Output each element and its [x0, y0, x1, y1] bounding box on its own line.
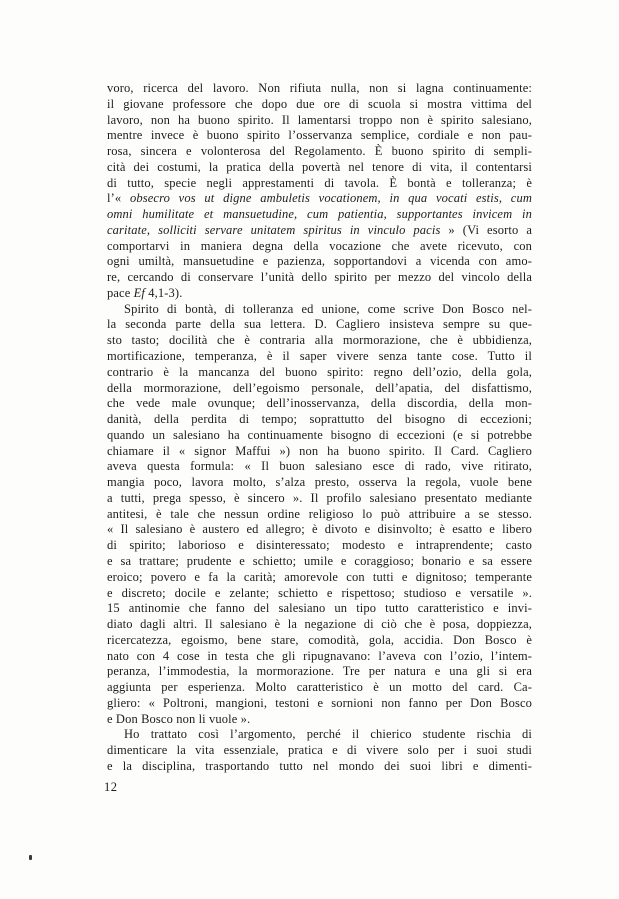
text-line: [107, 270, 532, 286]
body-text: sto tasto; docilità che è contraria alla mormorazione, che è ubbidienza,: [107, 333, 532, 348]
body-text: e Don Bosco non li vuole ».: [107, 711, 251, 726]
italic-quote-text: obsecro vos ut digne ambuletis vocationem, in qua vocati estis, cum: [129, 191, 532, 206]
body-text: voro, ricerca del lavoro. Non rifiuta nulla, non si lagna continuamente:: [107, 81, 532, 95]
body-text: nato con 4 cose in testa che gli ripugnavano: l’aveva con l’ozio, l’intem-: [107, 648, 532, 663]
italic-quote-text: Ef: [133, 285, 146, 300]
body-text: eroico; povero e fa la carità; amorevole con tutti e dignitoso; temperante: [107, 569, 532, 584]
text-line: [107, 444, 532, 460]
body-text: dimenticare la vita essenziale, pratica e di vivere solo per i suoi studi: [107, 743, 532, 758]
text-line: [107, 160, 532, 176]
text-line: [107, 333, 532, 349]
body-text: e la disciplina, trasportando tutto nel mondo dei suoi libri e dimenti-: [107, 758, 532, 773]
body-text: comportarvi in maniera degna della vocazione che avete ricevuto, con: [107, 238, 532, 253]
text-line: [107, 459, 532, 475]
text-line: [107, 128, 532, 144]
text-line: [107, 97, 532, 113]
text-line: [107, 617, 532, 633]
body-text: 4,1-3).: [145, 285, 183, 300]
text-line: [107, 491, 532, 507]
body-text: re, cercando di conservare l’unità dello spirito per mezzo del vincolo della: [107, 270, 532, 285]
text-line: [107, 538, 532, 554]
text-line: [107, 254, 532, 270]
body-text: l’«: [107, 191, 130, 206]
text-line: [107, 664, 532, 680]
text-line: [107, 412, 532, 428]
body-text: e discreto; docile e zelante; schietto e rispettoso; studioso e versatile ».: [107, 585, 532, 600]
body-text: quando un salesiano ha continuamente bisogno di eccezioni (e si potrebbe: [107, 427, 532, 442]
body-text: antitesi, è tale che nessun ordine religioso lo può attribuire a se stesso.: [107, 506, 532, 521]
text-line: [107, 570, 532, 586]
body-text: ogni umiltà, mansuetudine e pazienza, sopportandovi a vicenda con amo-: [107, 254, 532, 269]
body-text: a tutti, prega spesso, è sincero ». Il profilo salesiano presentato mediante: [107, 490, 532, 505]
text-line: [107, 727, 532, 743]
text-line: [107, 302, 532, 318]
text-line: [107, 207, 532, 223]
text-line: [107, 522, 532, 538]
body-text: di tutto, specie negli apprestamenti di tavola. È bontà e tolleranza; è: [107, 175, 532, 190]
body-text: contrario è la mancanza del buono spirito: regno dell’ozio, della gola,: [107, 364, 532, 379]
text-line: [107, 349, 532, 365]
text-line: [107, 365, 532, 381]
body-text: pace: [107, 285, 134, 300]
italic-quote-text: omni humilitate et mansuetudine, cum patientia, supportantes invicem in: [107, 207, 532, 222]
body-text: lavoro, non ha buono spirito. Il lamentarsi troppo non è spirito salesiano,: [107, 112, 532, 127]
body-text: peranza, l’immodestia, la mormorazione. Tre per natura e una gli si era: [107, 664, 532, 679]
body-text: gliero: « Poltroni, mangioni, testoni e sornioni non fanno per Don Bosco: [107, 695, 532, 710]
text-line: [107, 743, 532, 759]
body-text: aveva questa formula: « Il buon salesiano esce di rado, vive ritirato,: [107, 459, 532, 474]
body-text: mortificazione, temperanza, è il saper vivere senza tante cose. Tutto il: [107, 349, 532, 364]
body-text: rosa, sincera e volonterosa del Regolamento. È buono spirito di sempli-: [107, 144, 532, 159]
text-line: [107, 428, 532, 444]
body-text: 15 antinomie che fanno del salesiano un tipo tutto caratteristico e invi-: [107, 601, 532, 616]
body-text: e sa trattare; prudente e schietto; umile e coraggioso; bonario e sa essere: [107, 553, 532, 568]
body-text: chiamare il « signor Maffui ») non ha buono spirito. Il Card. Cagliero: [107, 443, 532, 458]
text-line: [107, 381, 532, 397]
body-text: della mormorazione, dell’egoismo personale, dell’apatia, del disfattismo,: [107, 380, 532, 395]
body-text: « Il salesiano è austero ed allegro; è divoto e disinvolto; è esatto e libero: [107, 522, 532, 537]
body-text: mentre invece è buono spirito l’osservanza semplice, cordiale e non pau-: [107, 128, 532, 143]
text-line: [107, 696, 532, 712]
text-line: [107, 176, 532, 192]
body-text: aggiunta per esperienza. Molto caratteristico è un motto del card. Ca-: [107, 680, 532, 695]
text-line: [107, 475, 532, 491]
body-text: ricercatezza, egoismo, bene stare, comodità, gola, accidia. Don Bosco è: [107, 632, 532, 647]
text-line: [107, 680, 532, 696]
body-text: danità, della perdita di tempo; soprattutto del bisogno di eccezioni;: [107, 412, 532, 427]
text-line: [107, 191, 532, 207]
scan-artifact-speck: [29, 855, 32, 860]
text-line: [107, 649, 532, 665]
page-number: 12: [104, 780, 118, 794]
italic-quote-text: caritate, solliciti servare unitatem spiritus in vinculo pacis: [107, 222, 441, 237]
body-text: » (Vi esorto a: [440, 222, 532, 237]
page-body-text: [107, 81, 532, 775]
text-line: [107, 81, 532, 97]
body-text: Ho trattato così l’argomento, perché il chierico studente rischia di: [124, 727, 532, 742]
text-line: [107, 223, 532, 239]
body-text: che vede male ovunque; dell’inosservanza, della discordia, della mon-: [107, 396, 532, 411]
text-line: [107, 317, 532, 333]
body-text: il giovane professore che dopo due ore di scuola si mostra vittima del: [107, 96, 532, 111]
text-line: [107, 712, 532, 728]
text-line: [107, 239, 532, 255]
body-text: la seconda parte della sua lettera. D. Cagliero insisteva sempre su que-: [107, 317, 532, 332]
text-line: [107, 286, 532, 302]
text-line: [107, 633, 532, 649]
text-line: [107, 396, 532, 412]
text-line: [107, 554, 532, 570]
body-text: Spirito di bontà, di tolleranza ed unione, come scrive Don Bosco nel-: [124, 301, 532, 316]
body-text: cità dei costumi, la pratica della povertà nel tenore di vita, il contentarsi: [107, 159, 532, 174]
text-line: [107, 759, 532, 775]
body-text: diato dagli altri. Il salesiano è la negazione di ciò che è posa, doppiezza,: [107, 617, 532, 632]
text-line: [107, 144, 532, 160]
body-text: mangia poco, lavora molto, s’alza presto, osserva la regola, vuole bene: [107, 475, 532, 490]
text-line: [107, 586, 532, 602]
text-line: [107, 601, 532, 617]
body-text: di spirito; laborioso e disinteressato; modesto e intraprendente; casto: [107, 538, 532, 553]
text-line: [107, 113, 532, 129]
text-line: [107, 507, 532, 523]
